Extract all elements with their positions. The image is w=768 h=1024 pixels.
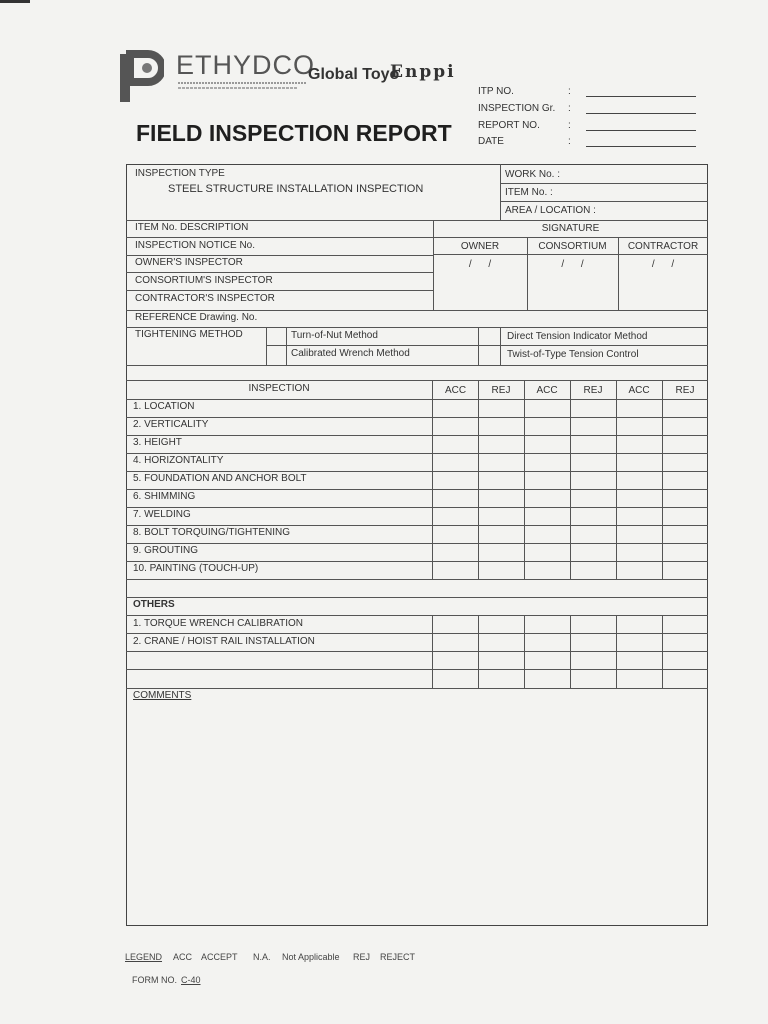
comments-label: COMMENTS — [133, 690, 192, 701]
table-row-divider — [126, 507, 708, 508]
table-row-divider — [126, 489, 708, 490]
item-no-label: ITEM No. : — [505, 187, 553, 198]
tightening-method-label: TIGHTENING METHOD — [135, 329, 243, 340]
divider — [126, 237, 708, 238]
table-column-divider — [524, 380, 525, 580]
rej-column-header: REJ — [675, 385, 695, 396]
ethydco-p-logo-icon — [118, 48, 164, 104]
colon: : — [568, 136, 571, 147]
contractor-date-field[interactable]: / / — [651, 259, 675, 270]
divider — [126, 365, 708, 366]
report-no-field[interactable] — [586, 130, 696, 131]
legend-na-code: N.A. — [253, 952, 271, 962]
table-row-divider — [126, 453, 708, 454]
table-row-divider — [126, 669, 708, 670]
table-row-divider — [126, 471, 708, 472]
reference-drawing-label: REFERENCE Drawing. No. — [135, 312, 258, 323]
legend-rej-code: REJ — [353, 952, 371, 962]
turn-of-nut-checkbox[interactable] — [267, 328, 286, 345]
logo-subtitle-fineprint — [178, 80, 308, 90]
table-row-label: 10. PAINTING (TOUCH-UP) — [133, 563, 259, 574]
divider — [126, 327, 708, 328]
consortium-inspector-label: CONSORTIUM'S INSPECTOR — [135, 275, 273, 286]
divider — [500, 164, 501, 220]
divider — [500, 183, 708, 184]
date-field[interactable] — [586, 146, 696, 147]
contractor-inspector-label: CONTRACTOR'S INSPECTOR — [135, 293, 275, 304]
divider — [126, 399, 708, 400]
area-location-label: AREA / LOCATION : — [505, 205, 596, 216]
table-row-divider — [126, 435, 708, 436]
table-row-label: 5. FOUNDATION AND ANCHOR BOLT — [133, 473, 307, 484]
scan-corner-mark — [0, 0, 30, 3]
colon: : — [568, 86, 571, 97]
table-row-label: 9. GROUTING — [133, 545, 199, 556]
table-column-divider — [478, 380, 479, 580]
table-row-divider — [126, 543, 708, 544]
table-row-divider — [126, 525, 708, 526]
table-row-label: 2. VERTICALITY — [133, 419, 209, 430]
inspection-gr-label: INSPECTION Gr. — [478, 103, 556, 114]
table-row-divider — [126, 633, 708, 634]
notice-no-label: INSPECTION NOTICE No. — [135, 240, 256, 251]
itp-no-label: ITP NO. — [478, 86, 514, 97]
divider — [126, 688, 708, 689]
colon: : — [568, 120, 571, 131]
table-column-divider — [432, 380, 433, 580]
rej-column-header: REJ — [491, 385, 511, 396]
table-row-label: 1. LOCATION — [133, 401, 195, 412]
divider — [126, 255, 433, 256]
legend-acc-meaning: ACCEPT — [201, 952, 238, 962]
consortium-column-label: CONSORTIUM — [538, 241, 607, 252]
table-row-divider — [126, 651, 708, 652]
divider — [286, 327, 287, 365]
acc-column-header: ACC — [536, 385, 558, 396]
divider — [126, 290, 433, 291]
date-label: DATE — [478, 136, 504, 147]
table-column-divider — [616, 380, 617, 580]
legend-acc-code: ACC — [173, 952, 193, 962]
divider — [126, 597, 708, 598]
global-toyo-logo: Global Toyo — [308, 66, 400, 83]
item-description-label: ITEM No. DESCRIPTION — [135, 222, 249, 233]
turn-of-nut-label: Turn-of-Nut Method — [291, 330, 378, 341]
divider — [126, 272, 433, 273]
table-row-divider — [126, 579, 708, 580]
enppi-logo: Enppi — [390, 62, 456, 82]
inspection-type-label: INSPECTION TYPE — [135, 168, 225, 179]
table-column-divider — [662, 380, 663, 580]
table-row-label: 8. BOLT TORQUING/TIGHTENING — [133, 527, 291, 538]
signature-label: SIGNATURE — [541, 223, 600, 234]
inspection-gr-field[interactable] — [586, 113, 696, 114]
legend-na-meaning: Not Applicable — [282, 952, 340, 962]
table-row-divider — [126, 417, 708, 418]
table-row-divider — [126, 561, 708, 562]
divider — [126, 220, 708, 221]
form-no-label: FORM NO. — [132, 975, 177, 985]
owner-date-field[interactable]: / / — [468, 259, 492, 270]
work-no-label: WORK No. : — [505, 169, 561, 180]
divider — [126, 380, 708, 381]
twist-type-checkbox[interactable] — [479, 346, 500, 365]
calibrated-wrench-label: Calibrated Wrench Method — [291, 348, 410, 359]
table-row-label: 4. HORIZONTALITY — [133, 455, 224, 466]
comments-field[interactable] — [127, 706, 707, 924]
table-row-label: 7. WELDING — [133, 509, 191, 520]
twist-type-label: Twist-of-Type Tension Control — [507, 349, 639, 360]
divider — [126, 615, 708, 616]
calibrated-wrench-checkbox[interactable] — [267, 346, 286, 365]
owner-column-label: OWNER — [460, 241, 500, 252]
ethydco-logo-text: ETHYDCO — [176, 50, 316, 80]
legend-label: LEGEND — [125, 952, 163, 962]
acc-column-header: ACC — [628, 385, 650, 396]
direct-tension-checkbox[interactable] — [479, 328, 500, 345]
form-no-value: C-40 — [181, 975, 201, 985]
acc-column-header: ACC — [444, 385, 467, 396]
divider — [500, 201, 708, 202]
contractor-column-label: CONTRACTOR — [627, 241, 699, 252]
report-no-label: REPORT NO. — [478, 120, 540, 131]
others-row-label: 1. TORQUE WRENCH CALIBRATION — [133, 618, 304, 629]
inspection-type-value: STEEL STRUCTURE INSTALLATION INSPECTION — [168, 183, 424, 195]
table-row-label: 3. HEIGHT — [133, 437, 182, 448]
direct-tension-label: Direct Tension Indicator Method — [507, 331, 648, 342]
inspection-column-header: INSPECTION — [248, 383, 310, 394]
rej-column-header: REJ — [583, 385, 603, 396]
page-title: FIELD INSPECTION REPORT — [136, 120, 452, 146]
divider — [126, 310, 708, 311]
table-column-divider — [570, 380, 571, 580]
consortium-date-field[interactable]: / / — [561, 259, 584, 270]
others-row-label: 2. CRANE / HOIST RAIL INSTALLATION — [133, 636, 315, 647]
divider — [433, 254, 708, 255]
owners-inspector-label: OWNER'S INSPECTOR — [135, 257, 243, 268]
others-label: OTHERS — [133, 599, 175, 610]
colon: : — [568, 103, 571, 114]
legend-rej-meaning: REJECT — [380, 952, 416, 962]
itp-no-field[interactable] — [586, 96, 696, 97]
table-row-label: 6. SHIMMING — [133, 491, 196, 502]
divider — [500, 327, 501, 365]
